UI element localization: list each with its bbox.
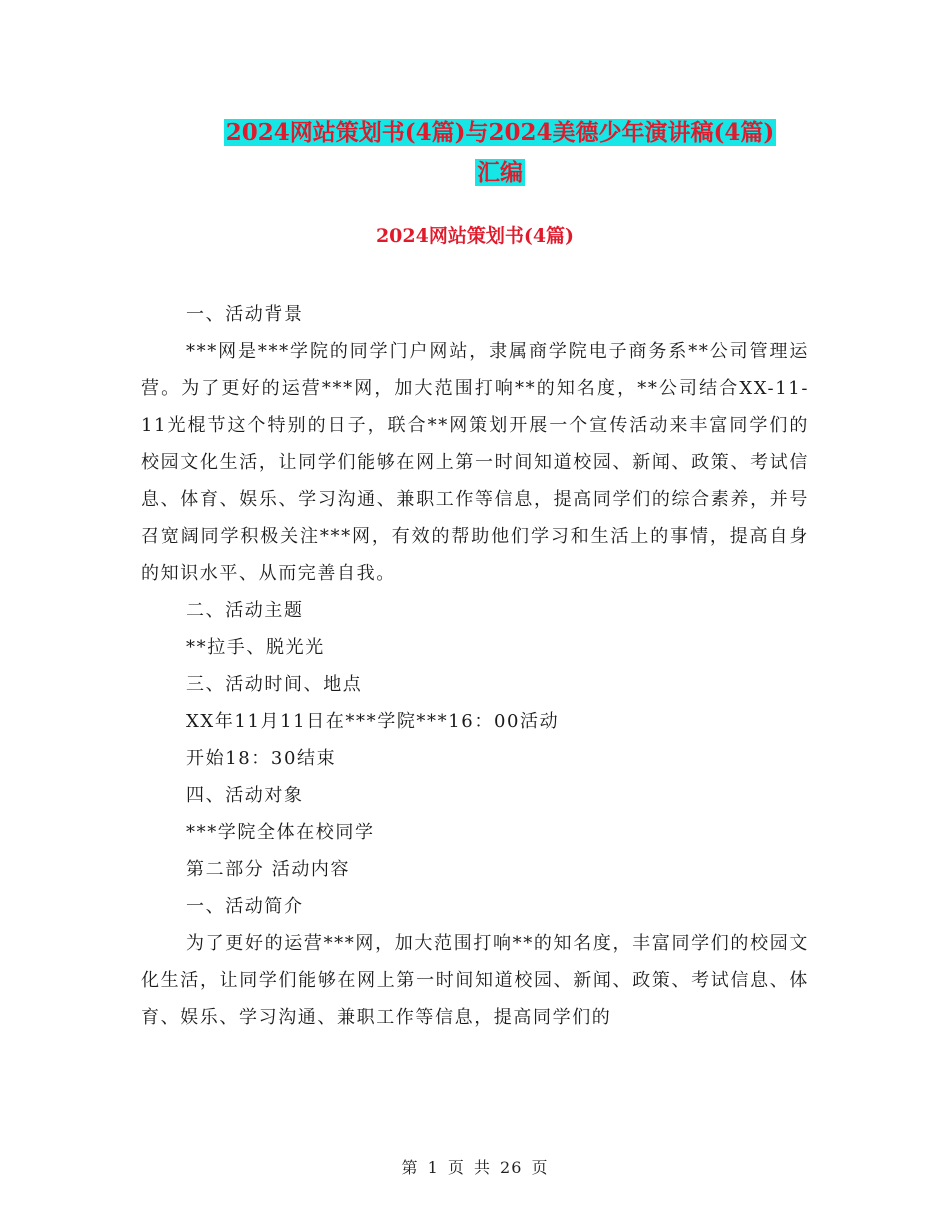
section-title: 2024网站策划书(4篇) (375, 225, 575, 247)
text-activity-theme: **拉手、脱光光 (186, 637, 325, 658)
title-highlight: 汇编 (477, 159, 523, 186)
document-title-line1 (140, 116, 860, 150)
text-activity-target: ***学院全体在校同学 (186, 822, 375, 843)
text-time-place: XX年11月11日在***学院***16：00活动 (186, 711, 560, 732)
heading-activity-theme: 二、活动主题 (186, 600, 304, 621)
heading-activity-background: 一、活动背景 (186, 304, 304, 325)
paragraph-intro: 为了更好的运营***网，加大范围打响**的知名度，丰富同学们的校园文化生活，让同学们能够在网上第一时间知道校园、新闻、政策、考试信息、体育、娱乐、学习沟通、兼职工作等信息，提高同学们的 (141, 933, 809, 1028)
text-end-time: 开始18：30结束 (186, 748, 337, 769)
page-footer: 第 1 页 共 26 页 (401, 1158, 549, 1177)
paragraph-background: ***网是***学院的同学门户网站，隶属商学院电子商务系**公司管理运营。为了更好的运营***网，加大范围打响**的知名度，**公司结合XX-11-11光棍节这个特别的日子，联合**网策划开展一个宣传活动来丰富同学们的校园文化生活，让同学们能够在网上第一时间知道校园、新闻、政策、考试信息、体育、娱乐、学习沟通、兼职工作等信息，提高同学们的综合素养，并号召宽阔同学积极关注***网，有效的帮助他们学习和生活上的事情，提高自身的知识水平、从而完善自我。 (141, 341, 809, 584)
heading-activity-intro: 一、活动简介 (186, 896, 304, 917)
heading-activity-target: 四、活动对象 (186, 785, 304, 806)
heading-part-two: 第二部分 活动内容 (186, 859, 351, 880)
document-title-line2 (140, 156, 860, 190)
heading-time-place: 三、活动时间、地点 (186, 674, 363, 695)
document-body (141, 296, 809, 1036)
title-highlight: 2024网站策划书(4篇)与2024美德少年演讲稿(4篇) (225, 119, 775, 146)
